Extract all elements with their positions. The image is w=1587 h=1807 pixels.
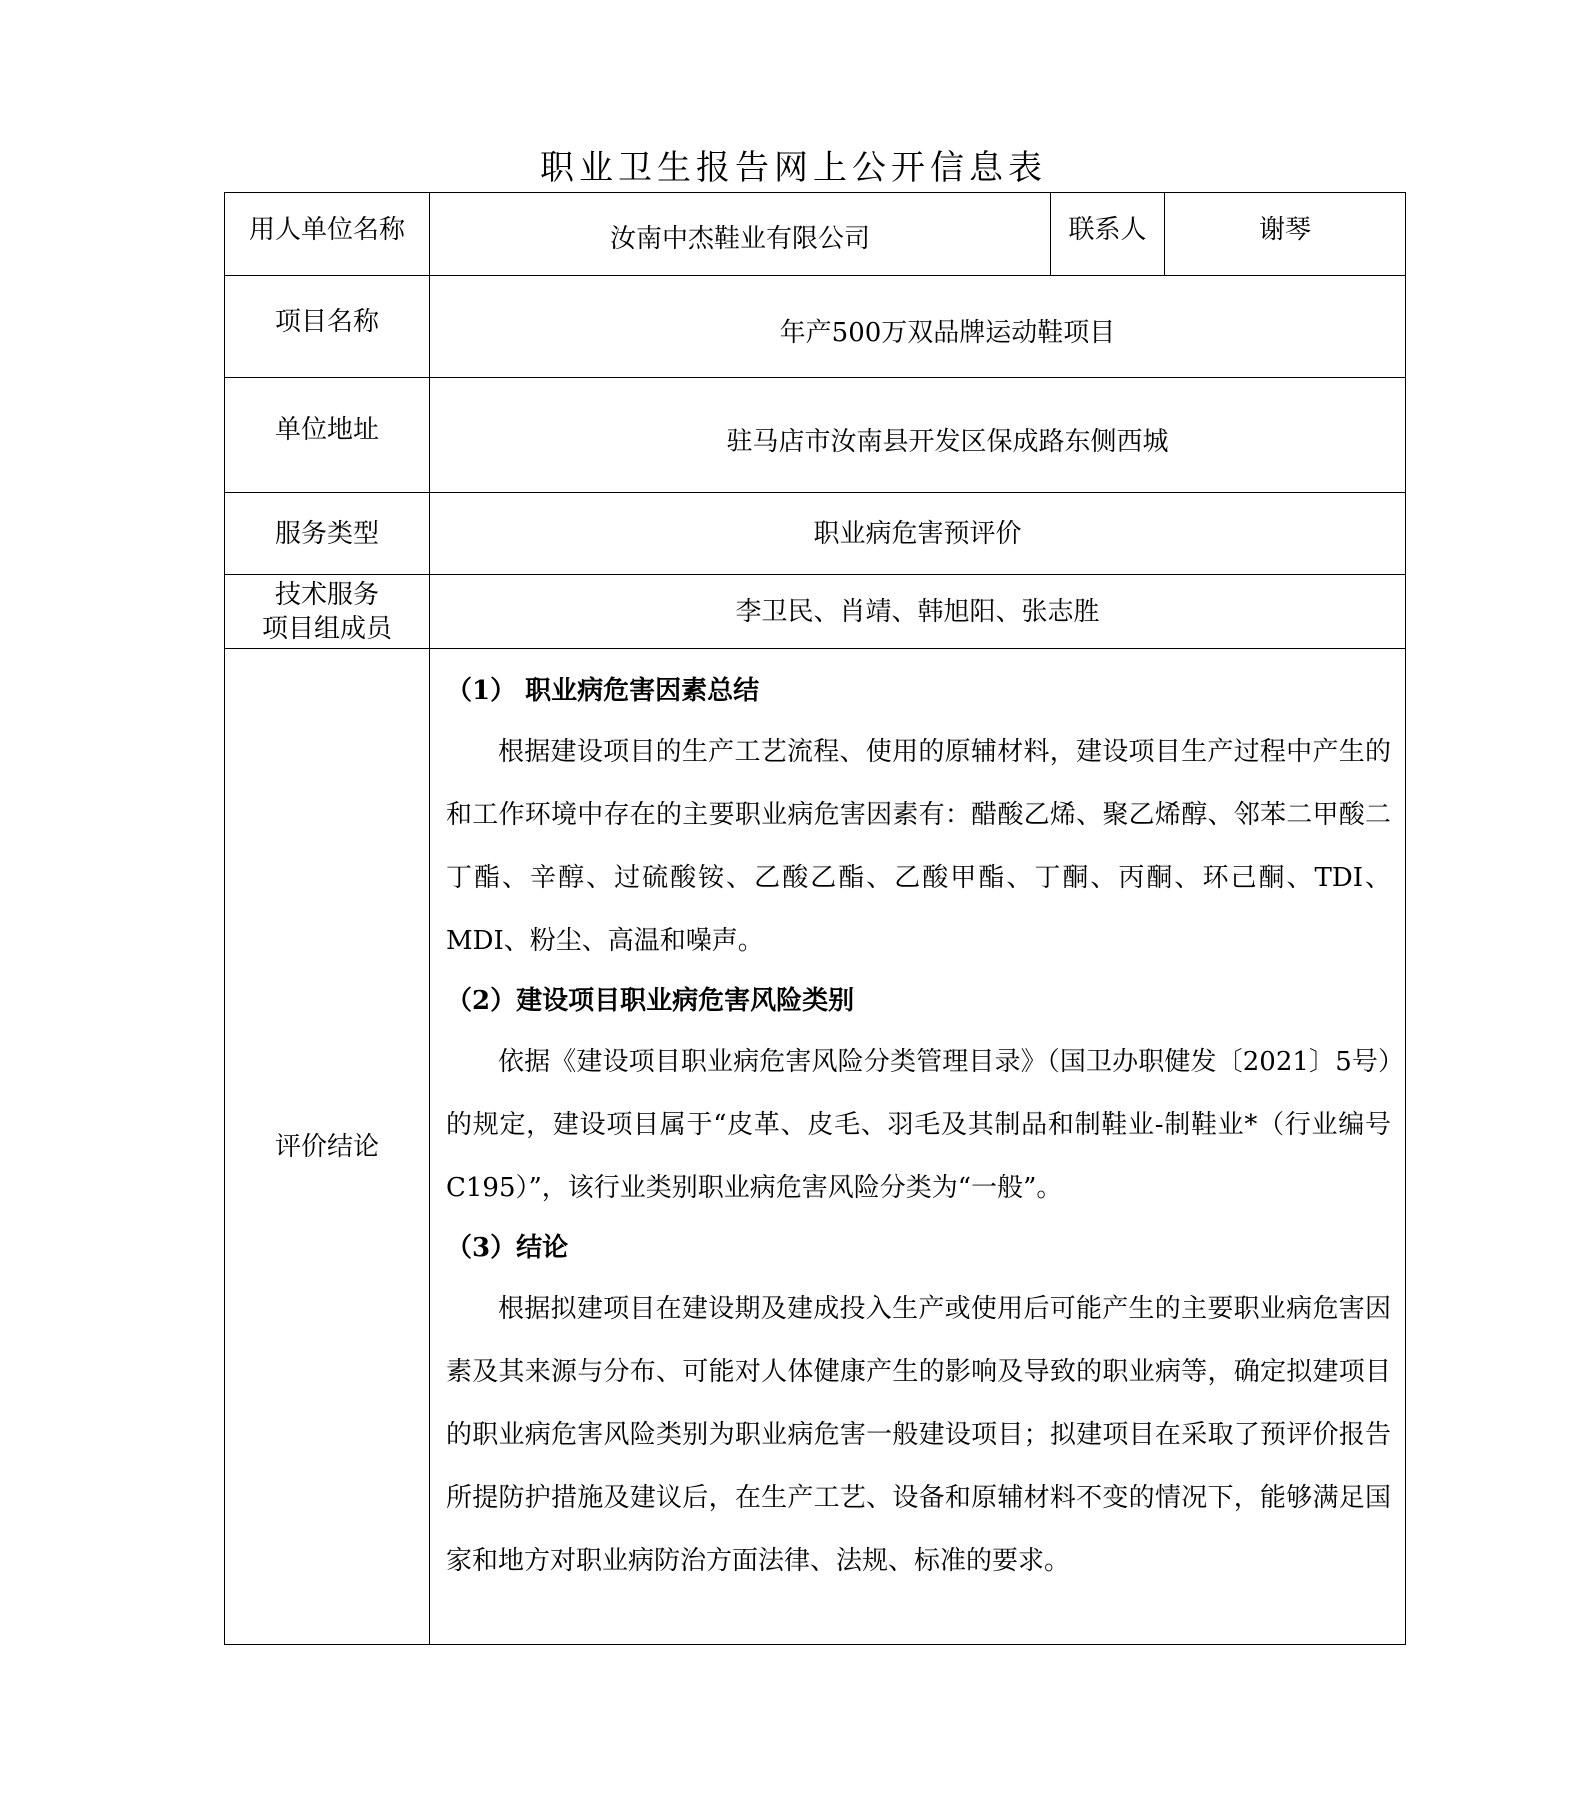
team-label: [225, 575, 430, 649]
section1-title: （1） 职业病危害因素总结: [446, 676, 760, 706]
service-label: 服务类型: [225, 493, 430, 575]
employer-label: 用人单位名称: [225, 193, 430, 276]
project-value: 年产500万双品牌运动鞋项目: [430, 276, 1406, 378]
conclusion-content: [430, 649, 1406, 1645]
project-label: 项目名称: [225, 276, 430, 378]
address-label: 单位地址: [225, 378, 430, 493]
table-row-address: [225, 378, 1406, 493]
info-table: [224, 192, 1406, 1645]
page-title: 职业卫生报告网上公开信息表: [540, 148, 1047, 188]
service-value: 职业病危害预评价: [430, 493, 1406, 575]
section1-text: 根据建设项目的生产工艺流程、使用的原辅材料，建设项目生产过程中产生的和工作环境中存在的主要职业病危害因素有：醋酸乙烯、聚乙烯醇、邻苯二甲酸二丁酯、辛醇、过硫酸铵、乙酸乙酯、乙酸甲酯、丁酮、丙酮、环己酮、TDI、MDI、粉尘、高温和噪声。: [446, 737, 1391, 956]
table-row-project: [225, 276, 1406, 378]
conclusion-label: 评价结论: [225, 649, 430, 1645]
team-label-line2: 项目组成员: [261, 613, 392, 644]
team-label-line1: 技术服务: [274, 579, 379, 610]
team-value: 李卫民、肖靖、韩旭阳、张志胜: [430, 575, 1406, 649]
table-row-team: [225, 575, 1406, 649]
table-row-service: [225, 493, 1406, 575]
contact-value: 谢琴: [1165, 193, 1406, 276]
section3-title: （3）结论: [446, 1233, 569, 1263]
section2-title: （2）建设项目职业病危害风险类别: [446, 986, 855, 1016]
table-row-conclusion: [225, 649, 1406, 1645]
table-row-employer: [225, 193, 1406, 276]
employer-value: 汝南中杰鞋业有限公司: [430, 193, 1051, 276]
section3-text: 根据拟建项目在建设期及建成投入生产或使用后可能产生的主要职业病危害因素及其来源与分布、可能对人体健康产生的影响及导致的职业病等，确定拟建项目的职业病危害风险类别为职业病危害一般建设项目；拟建项目在采取了预评价报告所提防护措施及建议后，在生产工艺、设备和原辅材料不变的情况下，能够满足国家和地方对职业病防治方面法律、法规、标准的要求。: [446, 1294, 1391, 1576]
contact-label: 联系人: [1051, 193, 1165, 276]
section2-text: 依据《建设项目职业病危害风险分类管理目录》（国卫办职健发〔2021〕5号）的规定，建设项目属于“皮革、皮毛、羽毛及其制品和制鞋业-制鞋业*（行业编号C195）”，该行业类别职业病危害风险分类为“一般”。: [446, 1047, 1391, 1203]
address-value: 驻马店市汝南县开发区保成路东侧西城: [430, 378, 1406, 493]
